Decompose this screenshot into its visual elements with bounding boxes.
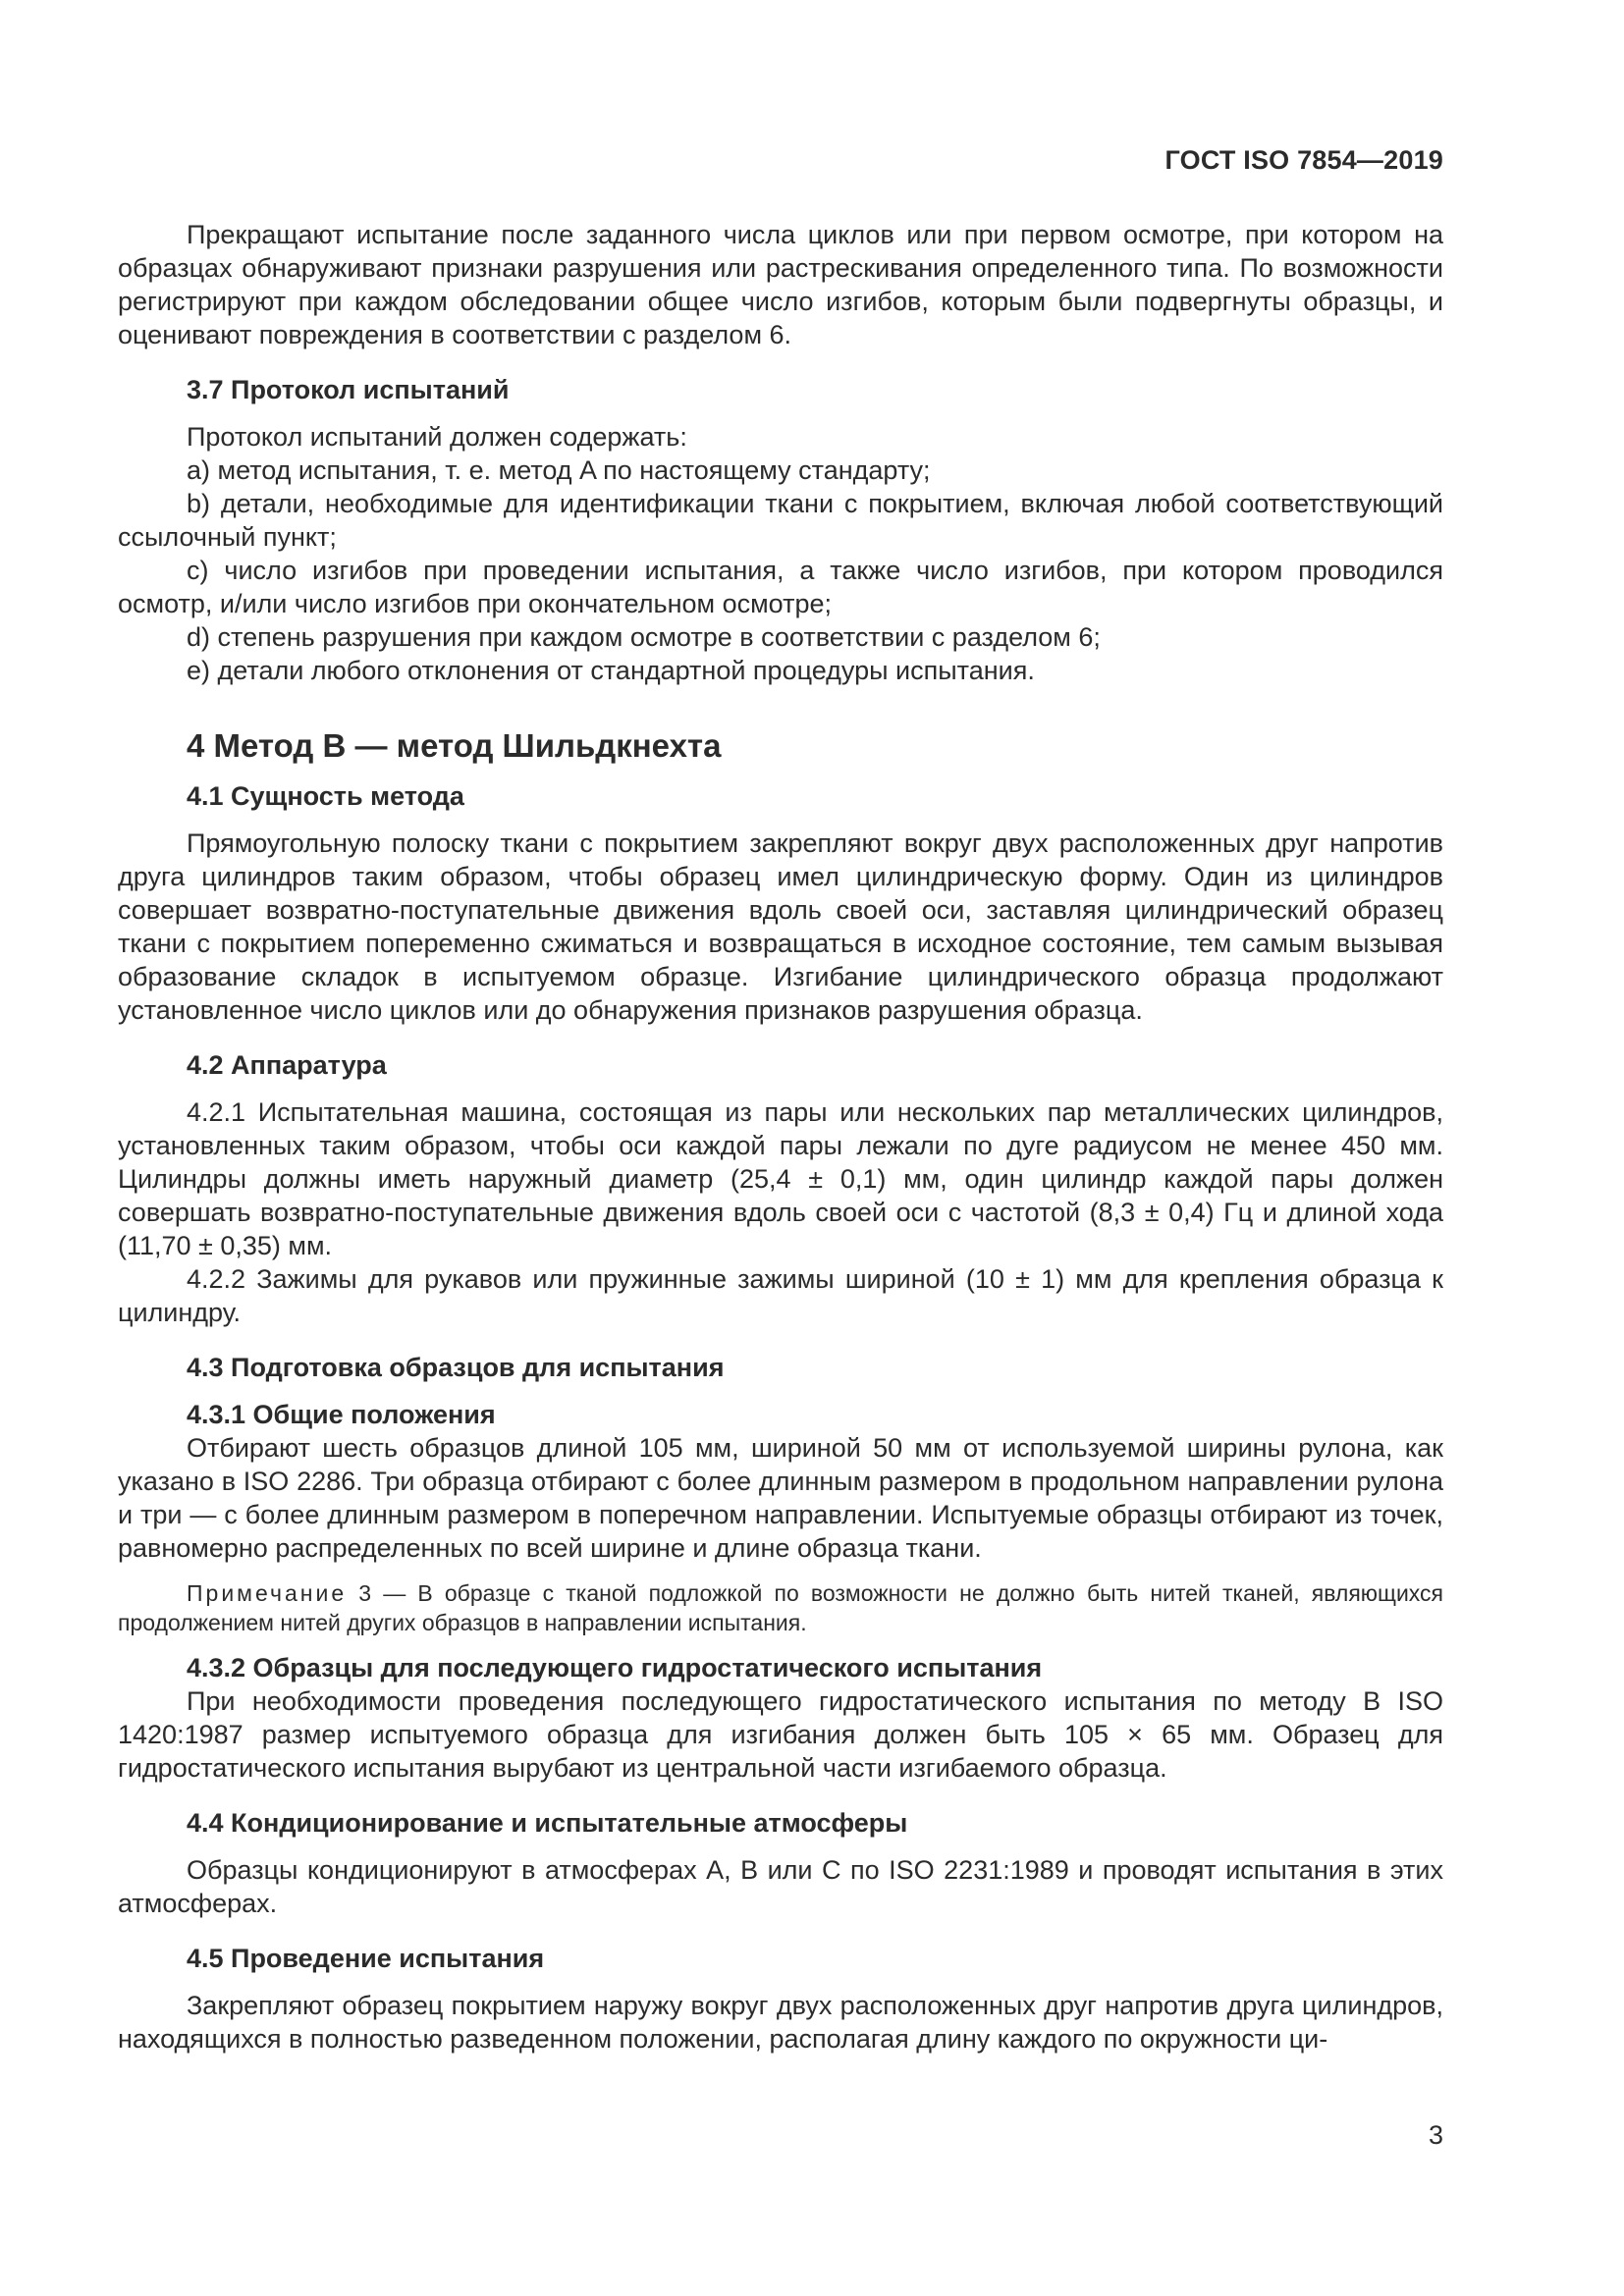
section-4-2-2-text: 4.2.2 Зажимы для рукавов или пружинные зажимы шириной (10 ± 1) мм для крепления образца к цилиндру. xyxy=(118,1264,1443,1327)
section-4-4-heading: 4.4 Кондиционирование и испытательные атмосферы xyxy=(187,1808,908,1838)
section-4-3-2-heading: 4.3.2 Образцы для последующего гидростатического испытания xyxy=(187,1653,1043,1682)
document-header: ГОСТ ISO 7854—2019 xyxy=(1164,145,1443,175)
section-4-5-heading: 4.5 Проведение испытания xyxy=(187,1944,545,1973)
section-4-1-heading: 4.1 Сущность метода xyxy=(187,781,464,811)
section-3-7-lead: Протокол испытаний должен содержать: xyxy=(187,422,687,452)
section-4-2-1-text: 4.2.1 Испытательная машина, состоящая из пары или нескольких пар металлических цилиндров, установленных таким образом, чтобы оси каждой пары лежали по дуге радиусом не менее 450 мм. Цилиндры должны иметь наружный диаметр (25,4 ± 0,1) мм, один цилиндр каждой пары должен совершать возвратно-поступательные движения вдоль своей оси с частотой (8,3 ± 0,4) Гц и длиной хода (11,70 ± 0,35) мм. xyxy=(118,1097,1443,1260)
note-text: 3 — В образце с тканой подложкой по возможности не должно быть нитей тканей, являющихся продолжением нитей других образцов в направлении испытания. xyxy=(118,1580,1443,1635)
section-4-4-text: Образцы кондиционируют в атмосферах A, B или C по ISO 2231:1989 и проводят испытания в этих атмосферах. xyxy=(118,1855,1443,1918)
section-4-3-1-heading: 4.3.1 Общие положения xyxy=(187,1400,496,1429)
section-4-1-text: Прямоугольную полоску ткани с покрытием закрепляют вокруг двух расположенных друг напротив друга цилиндров таким образом, чтобы образец имел цилиндрическую форму. Один из цилиндров совершает возвратно-поступательные движения вдоль своей оси, заставляя цилиндрический образец ткани с покрытием попеременно сжиматься и возвращаться в исходное состояние, тем самым вызывая образование складок в испытуемом образце. Изгибание цилиндрического образца продолжают установленное число циклов или до обнаружения признаков разрушения образца. xyxy=(118,828,1443,1025)
note-3 xyxy=(118,1578,1443,1637)
list-item-c: c) число изгибов при проведении испытания, а также число изгибов, при котором проводился осмотр, и/или число изгибов при окончательном осмотре; xyxy=(118,556,1443,618)
section-3-7-heading: 3.7 Протокол испытаний xyxy=(187,375,510,404)
list-item-d: d) степень разрушения при каждом осмотре в соответствии с разделом 6; xyxy=(187,622,1101,652)
section-4-2-heading: 4.2 Аппаратура xyxy=(187,1050,387,1080)
section-4-3-2-text: При необходимости проведения последующего гидростатического испытания по методу B ISO 1420:1987 размер испытуемого образца для изгибания должен быть 105 × 65 мм. Образец для гидростатического испытания вырубают из центральной части изгибаемого образца. xyxy=(118,1686,1443,1783)
page-number: 3 xyxy=(1428,2120,1443,2150)
document-page xyxy=(118,0,1443,2296)
list-item-a: a) метод испытания, т. е. метод A по настоящему стандарту; xyxy=(187,455,931,485)
note-label: Примечание xyxy=(187,1580,348,1606)
intro-paragraph: Прекращают испытание после заданного числа циклов или при первом осмотре, при котором на образцах обнаруживают признаки разрушения или растрескивания определенного типа. По возможности регистрируют при каждом обследовании общее число изгибов, которым были подвергнуты образцы, и оценивают повреждения в соответствии с разделом 6. xyxy=(118,220,1443,349)
list-item-b: b) детали, необходимые для идентификации ткани с покрытием, включая любой соответствующий ссылочный пункт; xyxy=(118,489,1443,552)
section-4-3-1-text: Отбирают шесть образцов длиной 105 мм, шириной 50 мм от используемой ширины рулона, как указано в ISO 2286. Три образца отбирают с более длинным размером в продольном направлении рулона и три — с более длинным размером в поперечном направлении. Испытуемые образцы отбирают из точек, равномерно распределенных по всей ширине и длине образца ткани. xyxy=(118,1433,1443,1563)
section-4-3-heading: 4.3 Подготовка образцов для испытания xyxy=(187,1353,725,1382)
section-4-5-text: Закрепляют образец покрытием наружу вокруг двух расположенных друг напротив друга цилиндров, находящихся в полностью разведенном положении, располагая длину каждого по окружности ци- xyxy=(118,1991,1443,2054)
section-4-heading: 4 Метод B — метод Шильдкнехта xyxy=(187,727,722,764)
list-item-e: e) детали любого отклонения от стандартной процедуры испытания. xyxy=(187,656,1035,685)
document-body xyxy=(118,218,1443,2056)
